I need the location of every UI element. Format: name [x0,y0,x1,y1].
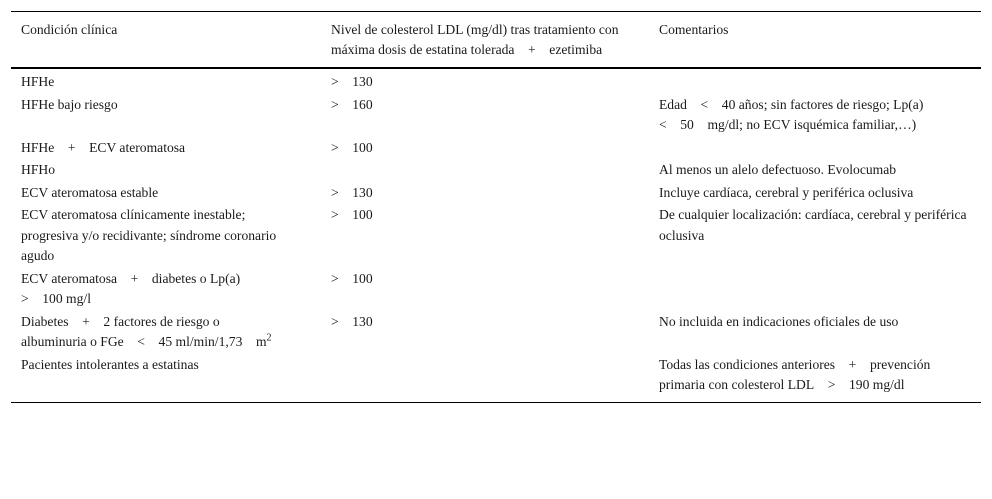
cell-ldl: > 130 [331,74,373,89]
cell-condition: ECV ateromatosa estable [21,184,159,200]
cell-condition-text: Diabetes + 2 factores de riesgo o albuminuria o FGe < 45 ml/min/1,73 m [21,313,267,349]
cell-condition [11,311,321,354]
cell-condition: Pacientes intolerantes a estatinas [21,356,199,372]
table-row [11,159,981,182]
cell-ldl: > 130 [331,313,373,329]
cell-condition: HFHe bajo riesgo [21,96,118,112]
cell-comment [649,268,981,311]
table-row [11,268,981,311]
cell-ldl: > 100 [331,207,373,222]
table-header-row [11,12,981,69]
cell-condition: ECV ateromatosa + diabetes o Lp(a) > 100 mg/l [21,270,254,306]
cell-comment: De cualquier localización: cardíaca, cerebral y periférica oclusiva [659,207,967,243]
table-row [11,182,981,205]
ldl-threshold-table [11,11,981,403]
header-ldl-level [321,12,649,69]
cell-condition: HFHe + ECV ateromatosa [21,139,186,155]
cell-ldl: > 160 [331,96,373,112]
cell-ldl [321,159,649,182]
table-row [11,311,981,354]
table-row [11,68,981,94]
cell-comment [649,68,981,94]
cell-comment: Incluye cardíaca, cerebral y periférica oclusiva [659,184,914,200]
table-row [11,204,981,268]
cell-condition: HFHo [21,162,55,177]
cell-ldl: > 100 [331,139,373,155]
cell-comment: No incluida en indicaciones oficiales de uso [659,313,899,329]
cell-comment [649,137,981,160]
cell-comment: Al menos un alelo defectuoso. Evolocumab [659,162,897,177]
table-row [11,137,981,160]
header-ldl-level-text: Nivel de colesterol LDL (mg/dl) tras tratamiento con máxima dosis de estatina tolerada + ezetimiba [331,22,619,57]
cell-ldl [321,354,649,403]
cell-ldl: > 130 [331,184,373,200]
cell-condition: ECV ateromatosa clínicamente inestable; progresiva y/o recidivante; síndrome coronario agudo [21,207,277,263]
cell-comment: Todas las condiciones anteriores + prevención primaria con colesterol LDL > 190 mg/dl [659,356,931,392]
table-row [11,94,981,137]
superscript-exponent: 2 [266,332,272,344]
ldl-threshold-table-container [11,11,981,403]
cell-condition: HFHe [21,74,55,89]
header-comments: Comentarios [659,22,729,37]
header-condition: Condición clínica [21,22,118,37]
table-row [11,354,981,403]
cell-comment: Edad < 40 años; sin factores de riesgo; Lp(a) < 50 mg/dl; no ECV isquémica familiar,…) [659,96,937,132]
cell-ldl: > 100 [331,270,373,286]
